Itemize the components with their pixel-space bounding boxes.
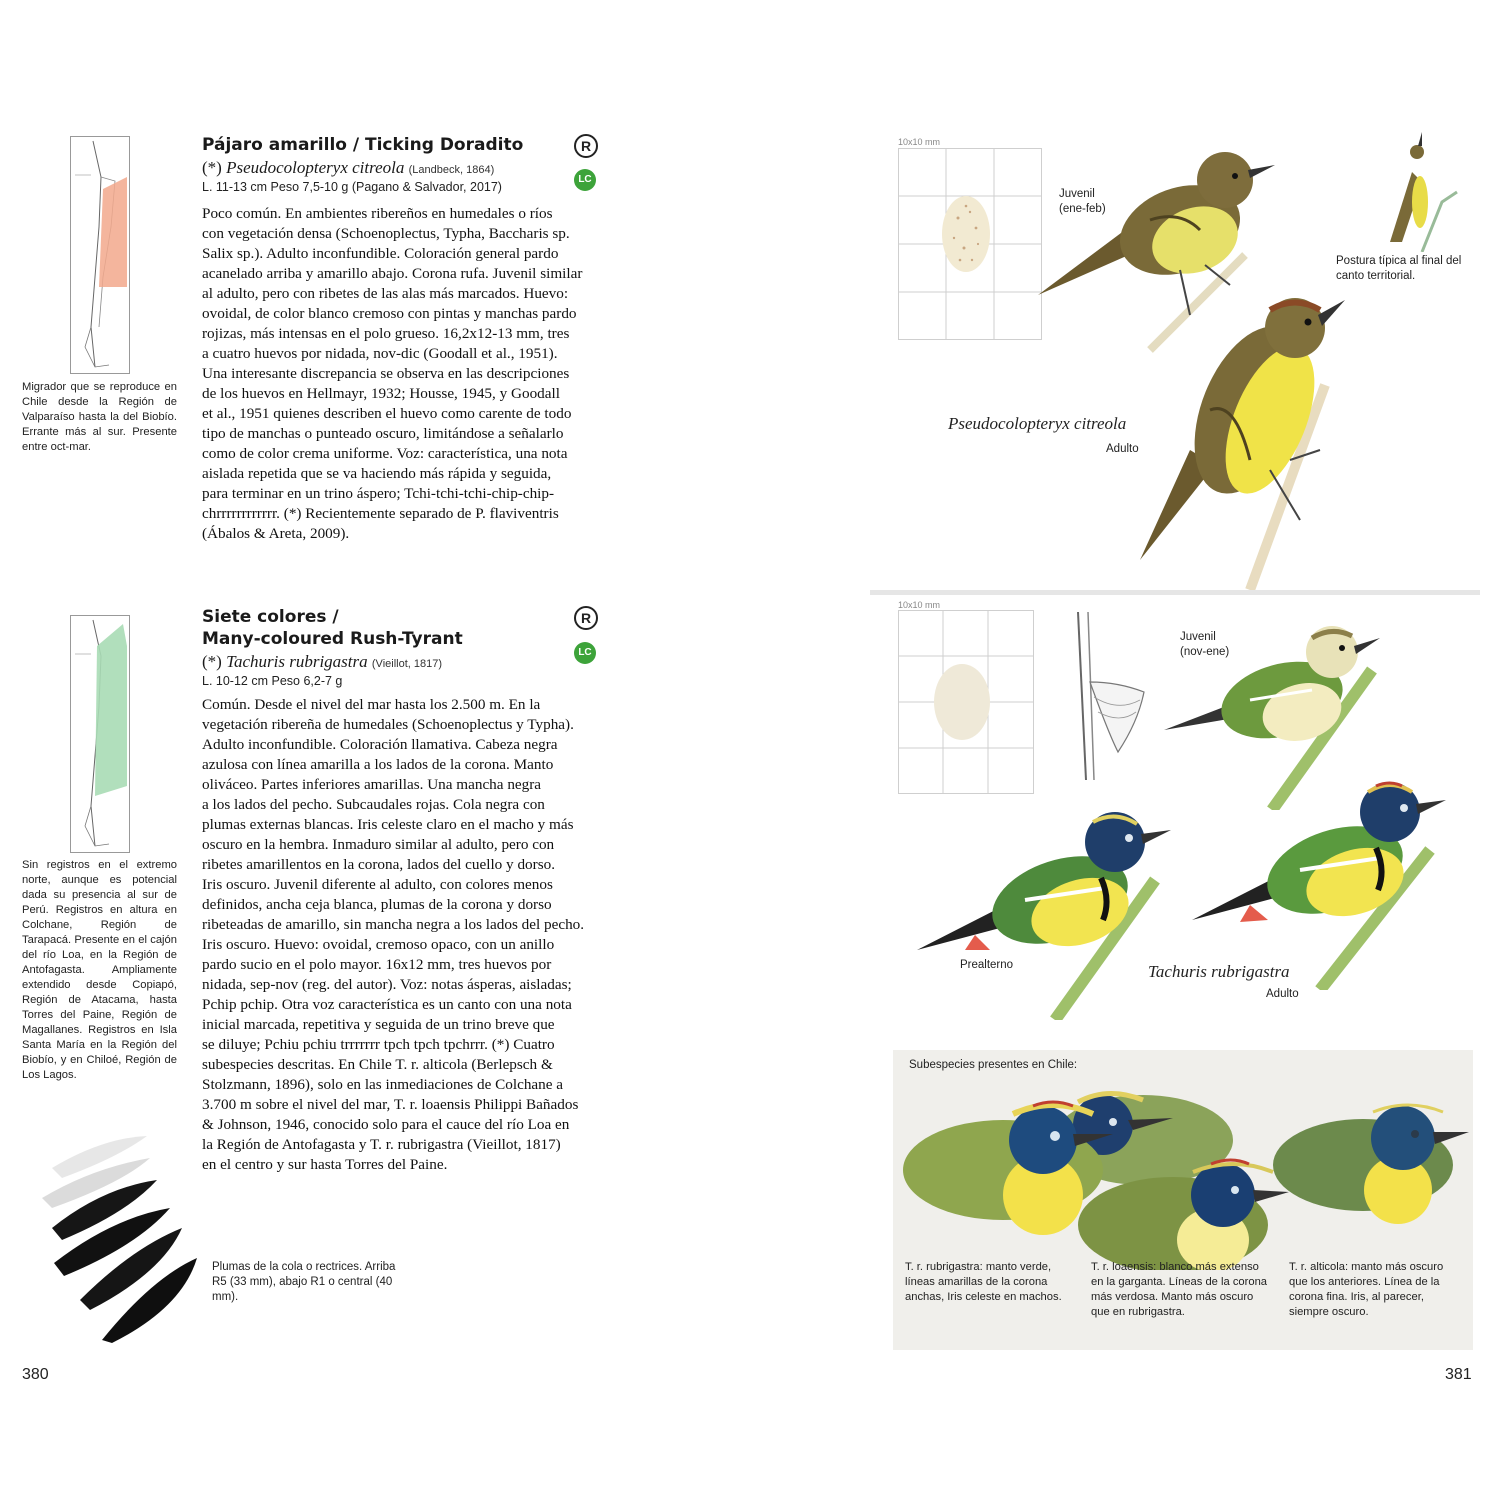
species2-line: pardo sucio en el polo mayor. 16x12 mm, tres huevos por [202,956,552,973]
species1-line: aislada repetida que se va haciendo más rápida y seguida, [202,465,552,482]
bird-singing-posture [1382,132,1462,252]
posture-caption: Postura típica al final del canto territorial. [1336,255,1462,282]
map-note-citreola: Migrador que se reproduce en Chile desde la Región de Valparaíso hasta la del Biobío. Errante más al sur. Presente entre oct-mar. [22,381,177,453]
species2-line: Iris oscuro. Huevo: ovoidal, cremoso opaco, con un anillo [202,936,555,953]
sci-label-adult-tachuris: Tachuris rubrigastra [1148,962,1290,981]
species2-line: azulosa con línea amarilla a los lados de la corona. Manto [202,756,554,773]
species1-line: a cuatro huevos por nidada, nov-dic (Goodall et al., 1951). [202,345,558,362]
badge-lc-2: LC [574,642,596,664]
subspecies-caption-alticola: T. r. alticola: manto más oscuro que los anteriores. Línea de la corona fina. Iris, al parecer, siempre oscuro. [1289,1261,1444,1318]
subspecies-caption-rubrigastra: T. r. rubrigastra: manto verde, líneas amarillas de la corona anchas, Iris celeste en machos. [905,1261,1062,1303]
species1-line: ovoidal, de color blanco cremoso con pintas y manchas pardo [202,305,577,322]
species-title-citreola: Pájaro amarillo / Ticking Doradito [202,135,524,155]
species2-line: Común. Desde el nivel del mar hasta los 2.500 m. En la [202,696,541,713]
species1-line: para terminar en un trino áspero; Tchi-tchi-tchi-chip-chip- [202,485,555,502]
species-text-rubrigastra [202,695,598,1175]
adult-label-1: Adulto [1106,443,1139,455]
species2-line: en el centro y sur hasta Torres del Paine. [202,1156,448,1173]
species2-line: & Johnson, 1946, conocido solo para el cauce del río Loa en [202,1116,570,1133]
species2-line: Pchip pchip. Otra voz característica es un canto con una nota [202,996,572,1013]
species1-line: (Ábalos & Areta, 2009). [202,525,350,542]
species-text-citreola [202,204,598,544]
species1-line: de los huevos en Hellmayr, 1932; Housse, 1945, y Goodall [202,385,560,402]
juvenile-label-2: Juvenil (nov-ene) [1180,631,1230,658]
egg-scale-grid-1 [898,148,1042,340]
range-map-rubrigastra [70,615,130,853]
scale-label-2: 10x10 mm [898,600,941,610]
sci-name-2: Tachuris rubrigastra [226,652,368,671]
measures-rubrigastra: L. 10-12 cm Peso 6,2-7 g [202,674,343,688]
species2-line: ribeteadas de amarillo, sin mancha negra a los lados del pecho. [202,916,585,933]
sci-author-2: (Vieillot, 1817) [371,658,443,670]
prealternate-label: Prealterno [960,959,1014,971]
species1-line: Salix sp.). Adulto inconfundible. Coloración general pardo [202,245,559,262]
species2-line: inicial marcada, repetitiva y seguida de un trino breve que [202,1016,555,1033]
species-title-rubrigastra-2: Many-coloured Rush-Tyrant [202,629,463,649]
badge-lc: LC [574,169,596,191]
species1-line: Poco común. En ambientes ribereños en humedales o ríos [202,205,553,222]
bird-adult-citreola [1130,290,1350,590]
bird-adult-tachuris [1190,770,1450,990]
section-divider [870,590,1480,595]
species1-line: et al., 1951 quienes describen el huevo como carente de todo [202,405,572,422]
species1-line: al adulto, pero con ribetes de las alas más marcados. Huevo: [202,285,569,302]
range-map-citreola [70,136,130,374]
species2-line: Adulto inconfundible. Coloración llamativa. Cabeza negra [202,736,558,753]
species2-line: oliváceo. Partes inferiores amarillas. Una mancha negra [202,776,542,793]
species2-line: subespecies descritas. En Chile T. r. alticola (Berlepsch & [202,1056,553,1073]
species2-line: 3.700 m sobre el nivel del mar, T. r. loaensis Philippi Bañados [202,1096,579,1113]
badge-restricted: R [574,134,598,158]
sci-label-adult-citreola: Pseudocolopteryx citreola [948,414,1127,433]
subspecies-caption-loaensis: T. r. loaensis: blanco más extenso en la garganta. Líneas de la corona más verdosa. Manto más oscuro que en rubrigastra. [1091,1261,1268,1318]
species1-line: rojizas, más intensas en el polo grueso. 16,2x12-13 mm, tres [202,325,570,342]
species2-line: Iris oscuro. Juvenil diferente al adulto, con colores menos [202,876,553,893]
subspecies-panel [893,1050,1473,1350]
nest-sketch [1068,612,1148,780]
species1-line: con vegetación densa (Schoenoplectus, Typha, Baccharis sp. [202,225,570,242]
adult-label-2: Adulto [1266,988,1299,1000]
species-title-rubrigastra-1: Siete colores / [202,607,339,627]
species2-line: nidada, sep-nov (reg. del autor). Voz: notas ásperas, aisladas; [202,976,572,993]
species2-line: definidos, ancha ceja blanca, plumas de la corona y dorso [202,896,552,913]
species2-line: ribetes amarillentos en la corona, lados del cuello y dorso. [202,856,555,873]
species2-line: Stolzmann, 1896), solo en las inmediaciones de Colchane a [202,1076,564,1093]
sci-name: Pseudocolopteryx citreola [226,158,405,177]
sci-prefix: (*) [202,158,222,177]
scale-label-1: 10x10 mm [898,137,941,147]
subspecies-heads [893,1080,1473,1270]
sci-prefix-2: (*) [202,652,222,671]
feather-caption: Plumas de la cola o rectrices. Arriba R5 (33 mm), abajo R1 o central (40 mm). [212,1261,396,1303]
species2-line: se diluye; Pchiu pchiu trrrrrrr tpch tpch tpchrrr. (*) Cuatro [202,1036,555,1053]
egg-scale-grid-2 [898,610,1034,794]
species2-line: oscuro en la hembra. Inmaduro similar al adulto, pero con [202,836,555,853]
page-number-left: 380 [22,1366,49,1383]
species1-line: como de color crema uniforme. Voz: característica, una nota [202,445,568,462]
measures-citreola: L. 11-13 cm Peso 7,5-10 g (Pagano & Salvador, 2017) [202,180,502,194]
species2-line: plumas externas blancas. Iris celeste claro en el macho y más [202,816,574,833]
sci-author: (Landbeck, 1864) [408,164,495,176]
scientific-name-citreola [202,158,494,178]
scientific-name-rubrigastra [202,652,442,672]
subspecies-title: Subespecies presentes en Chile: [909,1059,1078,1071]
species2-line: a los lados del pecho. Subcaudales rojas. Cola negra con [202,796,545,813]
juvenile-label-1: Juvenil (ene-feb) [1059,188,1106,215]
species1-line: chrrrrrrrrrrrr. (*) Recientemente separado de P. flaviventris [202,505,559,522]
species1-line: acanelado arriba y amarillo abajo. Corona rufa. Juvenil similar [202,265,583,282]
map-note-rubrigastra: Sin registros en el extremo norte, aunque es potencial dada su presencia al sur de Perú. Registros en altura en Colchane, Región de Tarapacá. Presente en el cajón del río Loa, en la Región de Antofagasta. Ampliamente extendido desde Copiapó, Región de Atacama, hasta Torres del Paine, Región de Magallanes. Registros en Isla Santa María en la Región del Biobío, y en Chiloé, Región de Los Lagos. [22,859,177,1081]
species1-line: Una interesante discrepancia se observa en las descripciones [202,365,570,382]
species2-line: la Región de Antofagasta y T. r. rubrigastra (Vieillot, 1817) [202,1136,561,1153]
bird-prealternate-tachuris [915,800,1175,1020]
species2-line: vegetación ribereña de humedales (Schoenoplectus y Typha). [202,716,574,733]
page-number-right: 381 [1445,1366,1472,1383]
tail-feathers-illustration [32,1128,202,1346]
species1-line: tipo de manchas o punteado oscuro, limitándose a señalarlo [202,425,564,442]
badge-restricted-2: R [574,606,598,630]
